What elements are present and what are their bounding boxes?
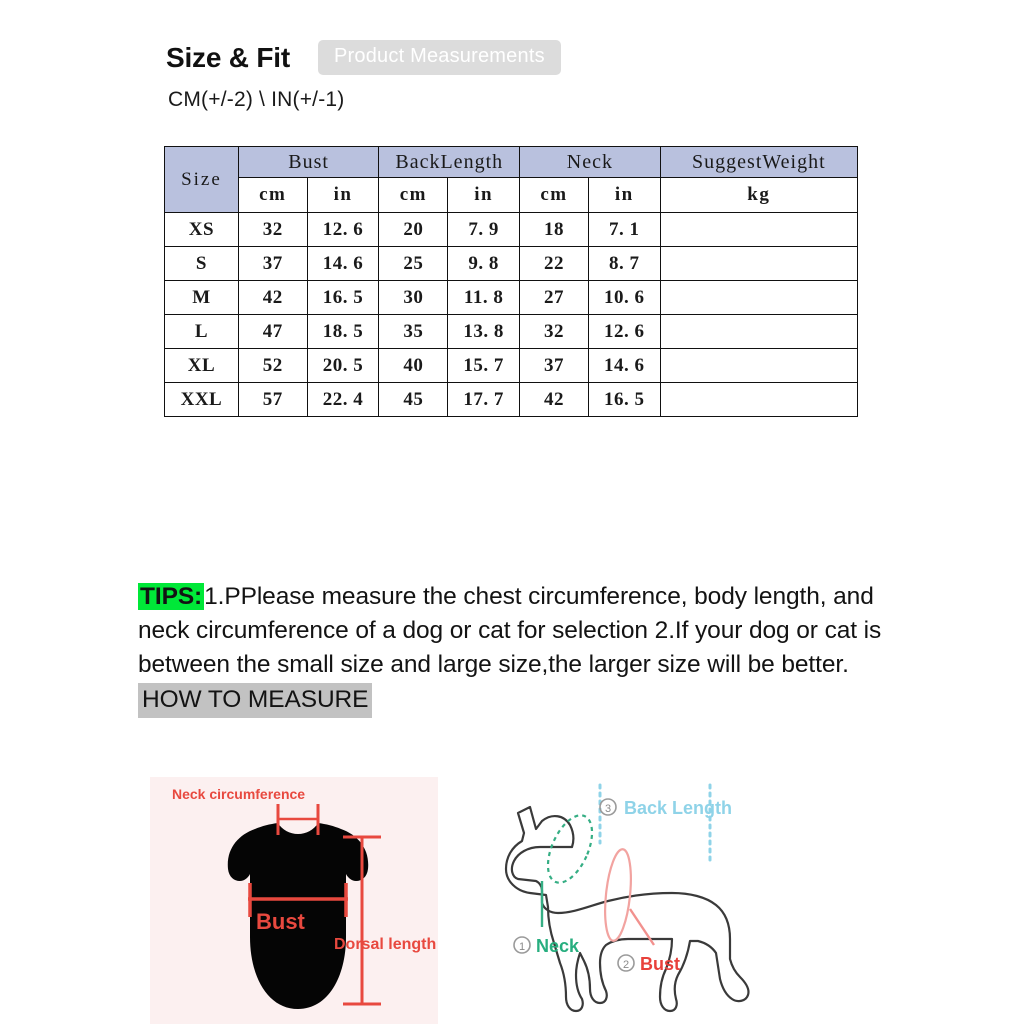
cell-back-cm: 45 [379,383,448,417]
cell-neck-cm: 42 [520,383,589,417]
cell-neck-cm: 37 [520,349,589,383]
tips-line-2: 2.If your dog or cat is between the small size and large size,the larger size will be better. [138,617,882,678]
cell-bust-in: 18. 5 [307,315,379,349]
cell-bust-in: 14. 6 [307,247,379,281]
cell-size: XS [165,213,239,247]
cell-weight-kg [660,281,857,315]
cell-back-in: 13. 8 [448,315,520,349]
cell-bust-in: 22. 4 [307,383,379,417]
neck-number: 1 [518,941,526,953]
product-measurements-badge: Product Measurements [318,40,561,75]
unit-weight-kg: kg [660,178,857,213]
cell-back-cm: 20 [379,213,448,247]
header-size: Size [165,147,239,213]
how-to-measure-heading: HOW TO MEASURE [138,683,372,718]
unit-bust-in: in [307,178,379,213]
cell-bust-cm: 47 [238,315,307,349]
cell-neck-in: 14. 6 [588,349,660,383]
tips-label: TIPS: [140,583,203,610]
unit-back-in: in [448,178,520,213]
tips-block [138,580,908,718]
cell-neck-cm: 27 [520,281,589,315]
garment-diagram-svg [150,777,438,1024]
cell-bust-in: 20. 5 [307,349,379,383]
cell-bust-in: 12. 6 [307,213,379,247]
cell-back-cm: 35 [379,315,448,349]
table-row [165,383,858,417]
header-suggestweight: SuggestWeight [660,147,857,178]
cell-back-in: 15. 7 [448,349,520,383]
cell-size: XXL [165,383,239,417]
table-row [165,281,858,315]
dog-measurement-figure [478,777,788,1024]
table-unit-row [165,178,858,213]
unit-bust-cm: cm [238,178,307,213]
cell-weight-kg [660,315,857,349]
cell-bust-cm: 52 [238,349,307,383]
cell-bust-cm: 57 [238,383,307,417]
cell-neck-cm: 22 [520,247,589,281]
cell-bust-in: 16. 5 [307,281,379,315]
cell-back-cm: 40 [379,349,448,383]
neck-measure-ellipse [539,809,601,889]
table-header-group-row [165,147,858,178]
cell-back-in: 7. 9 [448,213,520,247]
neck-label: Neck [536,936,580,956]
table-row [165,315,858,349]
cell-back-cm: 30 [379,281,448,315]
cell-neck-in: 10. 6 [588,281,660,315]
dorsal-length-label: Dorsal length [334,936,437,953]
cell-weight-kg [660,383,857,417]
header-bust: Bust [238,147,379,178]
back-length-number: 3 [604,803,612,815]
unit-back-cm: cm [379,178,448,213]
bust-number: 2 [622,959,630,971]
cell-neck-in: 16. 5 [588,383,660,417]
page-header [166,40,561,75]
cell-weight-kg [660,349,857,383]
garment-measurement-figure [150,777,438,1024]
cell-back-in: 11. 8 [448,281,520,315]
cell-neck-cm: 32 [520,315,589,349]
cell-back-in: 17. 7 [448,383,520,417]
table-row [165,247,858,281]
cell-back-in: 9. 8 [448,247,520,281]
cell-back-cm: 25 [379,247,448,281]
cell-weight-kg [660,247,857,281]
back-length-label: Back Length [624,798,733,818]
cell-bust-cm: 37 [238,247,307,281]
cell-weight-kg [660,213,857,247]
size-chart-table [164,146,858,417]
page-title: Size & Fit [166,41,291,73]
tips-line-1: 1.PPlease measure the chest circumference, body length, and neck circumference of a dog or cat for selection [138,583,874,644]
cell-size: S [165,247,239,281]
cell-size: L [165,315,239,349]
cell-neck-in: 12. 6 [588,315,660,349]
header-backlength: BackLength [379,147,520,178]
table-row [165,213,858,247]
dog-diagram-svg [478,777,788,1024]
cell-size: M [165,281,239,315]
cell-neck-in: 7. 1 [588,213,660,247]
cell-size: XL [165,349,239,383]
neck-circumference-label: Neck circumference [172,786,306,802]
bust-label: Bust [640,954,680,974]
unit-tolerance-note: CM(+/-2) \ IN(+/-1) [168,88,345,111]
cell-bust-cm: 42 [238,281,307,315]
cell-bust-cm: 32 [238,213,307,247]
bust-label: Bust [256,909,305,934]
table-row [165,349,858,383]
bust-measure-ellipse [601,848,634,942]
cell-neck-cm: 18 [520,213,589,247]
unit-neck-cm: cm [520,178,589,213]
header-neck: Neck [520,147,661,178]
unit-neck-in: in [588,178,660,213]
cell-neck-in: 8. 7 [588,247,660,281]
